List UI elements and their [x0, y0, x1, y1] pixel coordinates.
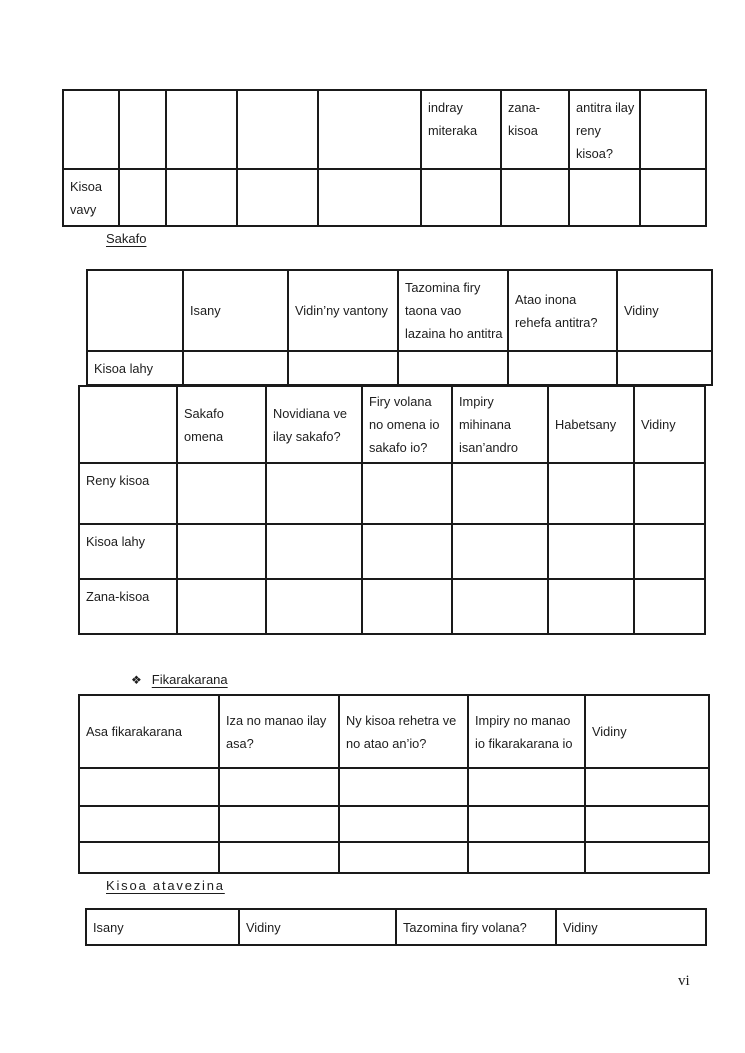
- empty-cell: [183, 351, 288, 385]
- header-cell: Vidiny: [617, 270, 712, 351]
- empty-cell: [634, 524, 705, 579]
- row-label-cell: Kisoa lahy: [87, 351, 183, 385]
- empty-cell: [339, 806, 468, 842]
- header-cell: Isany: [183, 270, 288, 351]
- empty-cell: [585, 768, 709, 806]
- empty-cell: [219, 806, 339, 842]
- empty-cell: [119, 169, 166, 226]
- header-cell: Isany: [86, 909, 239, 945]
- row-label-cell: Zana-kisoa: [79, 579, 177, 634]
- header-cell: Atao inona rehefa antitra?: [508, 270, 617, 351]
- header-cell: Firy volana no omena io sakafo io?: [362, 386, 452, 463]
- header-cell: Novidiana ve ilay sakafo?: [266, 386, 362, 463]
- header-cell: Vidiny: [634, 386, 705, 463]
- empty-cell: [640, 169, 706, 226]
- header-cell: zana-kisoa: [501, 90, 569, 169]
- fikarakarana-heading-label: Fikarakarana: [151, 672, 228, 687]
- empty-cell: [548, 524, 634, 579]
- empty-cell: [79, 842, 219, 873]
- empty-cell: [237, 169, 318, 226]
- header-cell: Vidin’ny vantony: [288, 270, 398, 351]
- empty-cell: [219, 842, 339, 873]
- empty-cell: [79, 806, 219, 842]
- sakafo-table: [86, 269, 713, 386]
- empty-cell: [548, 579, 634, 634]
- header-cell: Tazomina firy taona vao lazaina ho antitra: [398, 270, 508, 351]
- empty-cell: [237, 90, 318, 169]
- empty-cell: [452, 579, 548, 634]
- kisoa-atavezina-table: [85, 908, 707, 946]
- empty-cell: [468, 842, 585, 873]
- header-cell: Habetsany: [548, 386, 634, 463]
- empty-cell: [266, 463, 362, 524]
- header-cell: Ny kisoa rehetra ve no atao an’io?: [339, 695, 468, 768]
- header-cell: Iza no manao ilay asa?: [219, 695, 339, 768]
- empty-cell: [166, 90, 237, 169]
- fikarakarana-heading: [131, 672, 228, 687]
- empty-cell: [177, 463, 266, 524]
- empty-cell: [219, 768, 339, 806]
- header-cell: Vidiny: [556, 909, 706, 945]
- empty-cell: [585, 842, 709, 873]
- page-number: vi: [678, 973, 690, 989]
- empty-cell: [318, 90, 421, 169]
- empty-cell: [501, 169, 569, 226]
- empty-cell: [288, 351, 398, 385]
- empty-cell: [119, 90, 166, 169]
- sakafo-detail-table: [78, 385, 706, 635]
- empty-cell: [634, 463, 705, 524]
- header-cell: Impiry no manao io fikarakarana io: [468, 695, 585, 768]
- empty-cell: [468, 768, 585, 806]
- empty-cell: [339, 768, 468, 806]
- empty-cell: [177, 524, 266, 579]
- header-cell: Tazomina firy volana?: [396, 909, 556, 945]
- empty-cell: [362, 463, 452, 524]
- empty-cell: [339, 842, 468, 873]
- empty-cell: [468, 806, 585, 842]
- empty-cell: [177, 579, 266, 634]
- empty-cell: [508, 351, 617, 385]
- header-cell: Sakafo omena: [177, 386, 266, 463]
- empty-cell: [79, 768, 219, 806]
- empty-cell: [79, 386, 177, 463]
- header-cell: indray miteraka: [421, 90, 501, 169]
- empty-cell: [87, 270, 183, 351]
- fikarakarana-table: [78, 694, 710, 874]
- kisoa-vavy-table: [62, 89, 707, 227]
- header-cell: Impiry mihinana isan’andro: [452, 386, 548, 463]
- kisoa-atavezina-heading: Kisoa atavezina: [106, 878, 225, 893]
- empty-cell: [585, 806, 709, 842]
- empty-cell: [166, 169, 237, 226]
- empty-cell: [318, 169, 421, 226]
- empty-cell: [421, 169, 501, 226]
- empty-cell: [362, 579, 452, 634]
- header-cell: Asa fikarakarana: [79, 695, 219, 768]
- diamond-bullet-icon: ❖: [131, 672, 142, 687]
- empty-cell: [452, 524, 548, 579]
- empty-cell: [63, 90, 119, 169]
- empty-cell: [569, 169, 640, 226]
- empty-cell: [452, 463, 548, 524]
- empty-cell: [617, 351, 712, 385]
- header-cell: Vidiny: [585, 695, 709, 768]
- empty-cell: [362, 524, 452, 579]
- header-cell: Vidiny: [239, 909, 396, 945]
- sakafo-heading: Sakafo: [106, 231, 147, 246]
- empty-cell: [640, 90, 706, 169]
- empty-cell: [398, 351, 508, 385]
- empty-cell: [266, 579, 362, 634]
- header-cell: antitra ilay reny kisoa?: [569, 90, 640, 169]
- row-label-cell: Kisoa lahy: [79, 524, 177, 579]
- empty-cell: [548, 463, 634, 524]
- empty-cell: [266, 524, 362, 579]
- empty-cell: [634, 579, 705, 634]
- row-label-cell: Reny kisoa: [79, 463, 177, 524]
- row-label-cell: Kisoa vavy: [63, 169, 119, 226]
